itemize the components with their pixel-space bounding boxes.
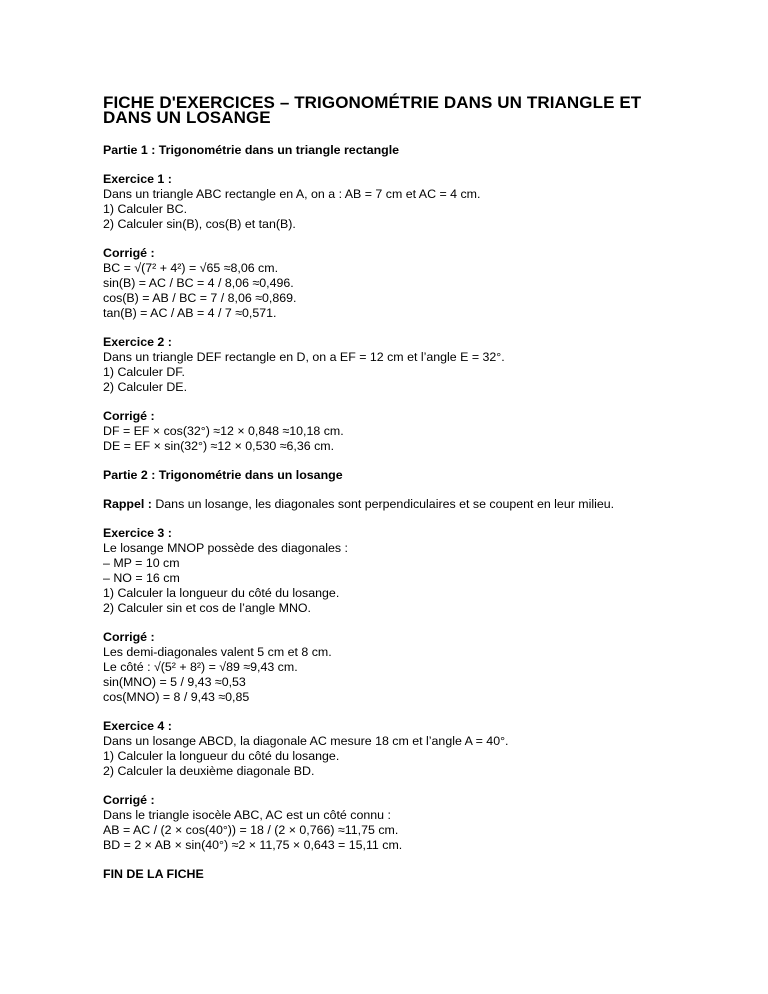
ex3-diagonal-mp: – MP = 10 cm — [103, 556, 180, 570]
document-title — [103, 95, 703, 125]
ex4-corrige-heading: Corrigé : — [103, 793, 155, 807]
rappel-text: Dans un losange, les diagonales sont perpendiculaires et se coupent en leur milieu. — [151, 497, 615, 511]
ex2-question-2: 2) Calculer DE. — [103, 380, 188, 394]
ex1-question-2: 2) Calculer sin(B), cos(B) et tan(B). — [103, 217, 296, 231]
title-line-1: FICHE D'EXERCICES – TRIGONOMÉTRIE DANS UN TRIANGLE ET — [103, 93, 642, 112]
ex4-statement: Dans un losange ABCD, la diagonale AC mesure 18 cm et l’angle A = 40°. — [103, 734, 509, 748]
ex4-corrige-line: AB = AC / (2 × cos(40°)) = 18 / (2 × 0,766) ≈11,75 cm. — [103, 823, 399, 837]
ex2-corrige-heading: Corrigé : — [103, 409, 155, 423]
document-footer: FIN DE LA FICHE — [103, 867, 204, 881]
ex1-corrige-line: tan(B) = AC / AB = 4 / 7 ≈0,571. — [103, 306, 277, 320]
ex3-corrige-line: Le côté : √(5² + 8²) = √89 ≈9,43 cm. — [103, 660, 298, 674]
ex2-question-1: 1) Calculer DF. — [103, 365, 185, 379]
ex2-heading: Exercice 2 : — [103, 335, 172, 349]
ex4-corrige-line: BD = 2 × AB × sin(40°) ≈2 × 11,75 × 0,643 = 15,11 cm. — [103, 838, 403, 852]
ex3-corrige-line: Les demi-diagonales valent 5 cm et 8 cm. — [103, 645, 332, 659]
document-content — [103, 95, 703, 882]
ex1-corrige-heading: Corrigé : — [103, 246, 155, 260]
part1-heading: Partie 1 : Trigonométrie dans un triangle rectangle — [103, 143, 400, 157]
ex3-question-1: 1) Calculer la longueur du côté du losange. — [103, 586, 340, 600]
ex1-corrige-line: BC = √(7² + 4²) = √65 ≈8,06 cm. — [103, 261, 279, 275]
ex4-heading: Exercice 4 : — [103, 719, 172, 733]
ex2-statement: Dans un triangle DEF rectangle en D, on a EF = 12 cm et l’angle E = 32°. — [103, 350, 505, 364]
ex1-corrige-line: sin(B) = AC / BC = 4 / 8,06 ≈0,496. — [103, 276, 294, 290]
ex3-question-2: 2) Calculer sin et cos de l’angle MNO. — [103, 601, 311, 615]
ex3-diagonal-no: – NO = 16 cm — [103, 571, 180, 585]
ex3-corrige-line: cos(MNO) = 8 / 9,43 ≈0,85 — [103, 690, 250, 704]
ex3-corrige-line: sin(MNO) = 5 / 9,43 ≈0,53 — [103, 675, 246, 689]
ex1-question-1: 1) Calculer BC. — [103, 202, 188, 216]
ex1-statement: Dans un triangle ABC rectangle en A, on a : AB = 7 cm et AC = 4 cm. — [103, 187, 481, 201]
rappel-label: Rappel : — [103, 497, 152, 511]
ex4-question-2: 2) Calculer la deuxième diagonale BD. — [103, 764, 315, 778]
ex2-corrige-line: DE = EF × sin(32°) ≈12 × 0,530 ≈6,36 cm. — [103, 439, 335, 453]
ex2-corrige-line: DF = EF × cos(32°) ≈12 × 0,848 ≈10,18 cm. — [103, 424, 344, 438]
ex3-statement: Le losange MNOP possède des diagonales : — [103, 541, 348, 555]
part2-heading: Partie 2 : Trigonométrie dans un losange — [103, 468, 343, 482]
ex1-corrige-line: cos(B) = AB / BC = 7 / 8,06 ≈0,869. — [103, 291, 297, 305]
ex4-corrige-line: Dans le triangle isocèle ABC, AC est un côté connu : — [103, 808, 391, 822]
ex3-corrige-heading: Corrigé : — [103, 630, 155, 644]
ex4-question-1: 1) Calculer la longueur du côté du losange. — [103, 749, 340, 763]
ex1-heading: Exercice 1 : — [103, 172, 172, 186]
ex3-heading: Exercice 3 : — [103, 526, 172, 540]
rappel-paragraph — [103, 497, 703, 512]
title-line-2: DANS UN LOSANGE — [103, 108, 271, 127]
